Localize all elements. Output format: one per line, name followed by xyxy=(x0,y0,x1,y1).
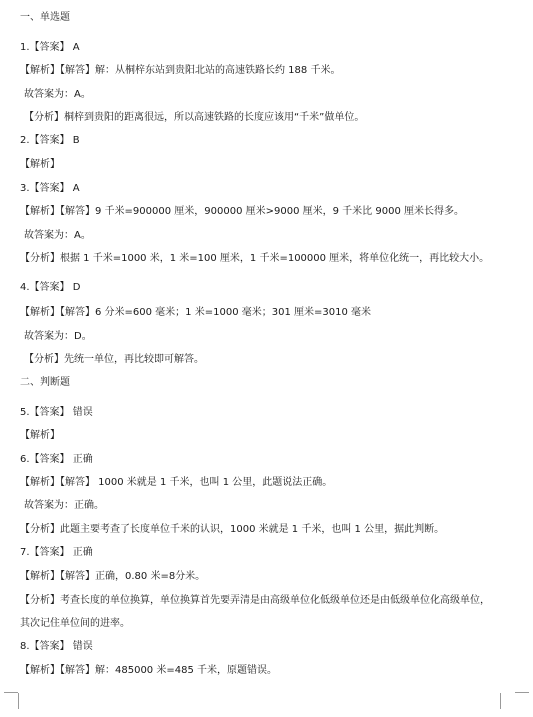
analysis-line: 【解析】 xyxy=(20,430,60,441)
analysis-line: 【解析】【解答】解：从桐梓东站到贵阳北站的高速铁路长约 188 千米。 xyxy=(20,65,341,76)
answer-line: 6.【答案】 正确 xyxy=(20,454,93,465)
analysis-line: 【解析】【解答】6 分米=600 毫米；1 米=1000 毫米；301 厘米=3010 毫米 xyxy=(20,307,372,318)
analysis-line: 【解析】【解答】 1000 米就是 1 千米，也叫 1 公里，此题说法正确。 xyxy=(20,477,333,488)
answer-line: 5.【答案】 错误 xyxy=(20,407,93,418)
answer-line: 1.【答案】 A xyxy=(20,42,80,53)
analysis-line: 【解析】【解答】正确，0.80 米=8分米。 xyxy=(20,571,206,582)
analysis-line: 【解析】【解答】解：485000 米=485 千米，原题错误。 xyxy=(20,665,277,676)
analysis-note-line: 【分析】桐梓到贵阳的距离很远，所以高速铁路的长度应该用“千米”做单位。 xyxy=(24,112,365,123)
crop-mark-bottom-left xyxy=(4,693,19,709)
crop-mark-bottom-right xyxy=(500,693,515,709)
analysis-note-line: 【分析】考查长度的单位换算，单位换算首先要弄清是由高级单位化低级单位还是由低级单位化高级单位， xyxy=(20,595,490,606)
conclusion-line: 故答案为：A。 xyxy=(24,89,91,100)
answer-line: 3.【答案】 A xyxy=(20,183,80,194)
answer-line: 7.【答案】 正确 xyxy=(20,547,93,558)
conclusion-line: 故答案为：正确。 xyxy=(24,500,104,511)
analysis-line: 【解析】 xyxy=(20,159,60,170)
answer-line: 8.【答案】 错误 xyxy=(20,641,93,652)
analysis-note-line: 【分析】此题主要考查了长度单位千米的认识，1000 米就是 1 千米，也叫 1 公里，据此判断。 xyxy=(20,524,445,535)
crop-mark-bottom-right-horizontal xyxy=(515,692,529,693)
analysis-note-line: 【分析】根据 1 千米=1000 米，1 米=100 厘米，1 千米=100000 厘米，将单位化统一，再比较大小。 xyxy=(20,253,490,264)
analysis-note-continuation: 其次记住单位间的进率。 xyxy=(20,618,130,629)
answer-line: 2.【答案】 B xyxy=(20,135,80,146)
section-heading-single-choice: 一、单选题 xyxy=(20,12,70,23)
crop-mark-bottom-left-horizontal xyxy=(4,692,18,693)
answer-line: 4.【答案】 D xyxy=(20,282,81,293)
analysis-line: 【解析】【解答】9 千米=900000 厘米，900000 厘米>9000 厘米，9 千米比 9000 厘米长得多。 xyxy=(20,206,464,217)
section-heading-true-false: 二、判断题 xyxy=(20,377,70,388)
conclusion-line: 故答案为：A。 xyxy=(24,230,91,241)
conclusion-line: 故答案为：D。 xyxy=(24,331,92,342)
analysis-note-line: 【分析】先统一单位，再比较即可解答。 xyxy=(24,354,204,365)
